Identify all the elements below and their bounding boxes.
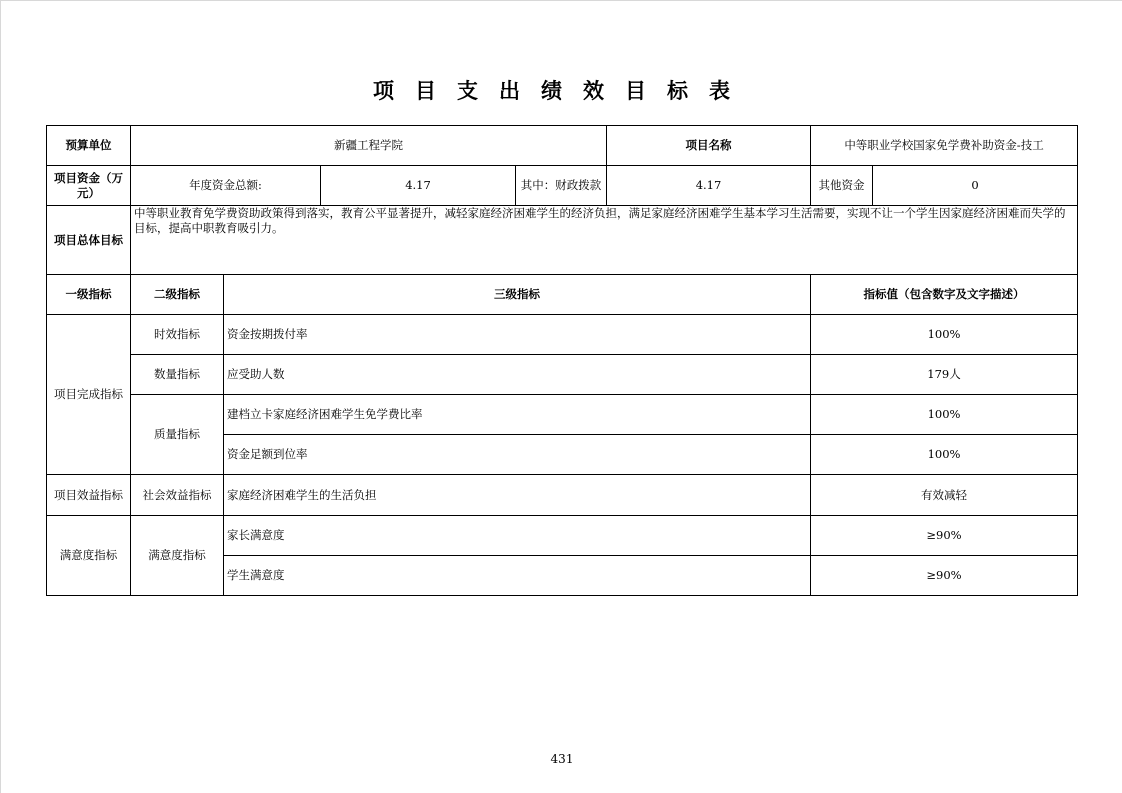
- goal-label: 项目总体目标: [47, 206, 131, 275]
- other-value: 0: [873, 166, 1078, 206]
- table-row: [47, 315, 1078, 355]
- page-title: 项目支出绩效目标表: [373, 79, 751, 103]
- indicator-value: ≥90%: [811, 516, 1078, 556]
- indicator-name: 家长满意度: [224, 516, 811, 556]
- satisfaction-sub-label: 满意度指标: [131, 516, 224, 596]
- value-header: 指标值（包含数字及文字描述）: [811, 275, 1078, 315]
- table-row: [47, 516, 1078, 556]
- goal-text: 中等职业教育免学费资助政策得到落实，教育公平显著提升，减轻家庭经济困难学生的经济负担，满足家庭经济困难学生基本学习生活需要，实现不让一个学生因家庭经济困难而失学的目标，提高中职教育吸引力。: [131, 206, 1078, 275]
- budget-unit-label: 预算单位: [47, 126, 131, 166]
- goal-row: [47, 206, 1078, 275]
- project-name-value: 中等职业学校国家免学费补助资金-技工: [811, 126, 1078, 166]
- quality-label: 质量指标: [131, 395, 224, 475]
- indicator-name: 资金按期拨付率: [224, 315, 811, 355]
- satisfaction-indicator-label: 满意度指标: [47, 516, 131, 596]
- timeliness-label: 时效指标: [131, 315, 224, 355]
- indicator-value: ≥90%: [811, 556, 1078, 596]
- project-name-label: 项目名称: [607, 126, 811, 166]
- indicator-name: 应受助人数: [224, 355, 811, 395]
- level1-header: 一级指标: [47, 275, 131, 315]
- level2-header: 二级指标: [131, 275, 224, 315]
- quantity-label: 数量指标: [131, 355, 224, 395]
- column-header-row: [47, 275, 1078, 315]
- indicator-name: 学生满意度: [224, 556, 811, 596]
- indicator-value: 100%: [811, 435, 1078, 475]
- indicator-value: 100%: [811, 315, 1078, 355]
- annual-total-label: 年度资金总额:: [131, 166, 321, 206]
- indicator-value: 有效减轻: [811, 475, 1078, 516]
- indicator-name: 家庭经济困难学生的生活负担: [224, 475, 811, 516]
- table-row: [47, 475, 1078, 516]
- indicator-value: 100%: [811, 395, 1078, 435]
- indicator-value: 179人: [811, 355, 1078, 395]
- indicator-name: 资金足额到位率: [224, 435, 811, 475]
- funds-row: [47, 166, 1078, 206]
- budget-unit-value: 新疆工程学院: [131, 126, 607, 166]
- other-label: 其他资金: [811, 166, 873, 206]
- table-row: [47, 395, 1078, 435]
- performance-table: [46, 125, 1078, 596]
- benefit-indicator-label: 项目效益指标: [47, 475, 131, 516]
- annual-total-value: 4.17: [321, 166, 516, 206]
- indicator-name: 建档立卡家庭经济困难学生免学费比率: [224, 395, 811, 435]
- social-benefit-label: 社会效益指标: [131, 475, 224, 516]
- header-row: [47, 126, 1078, 166]
- page-number: 431: [550, 752, 574, 766]
- fiscal-value: 4.17: [607, 166, 811, 206]
- table-row: [47, 355, 1078, 395]
- completion-indicator-label: 项目完成指标: [47, 315, 131, 475]
- fiscal-label: 其中：财政拨款: [516, 166, 607, 206]
- level3-header: 三级指标: [224, 275, 811, 315]
- funds-label: 项目资金（万元）: [47, 166, 131, 206]
